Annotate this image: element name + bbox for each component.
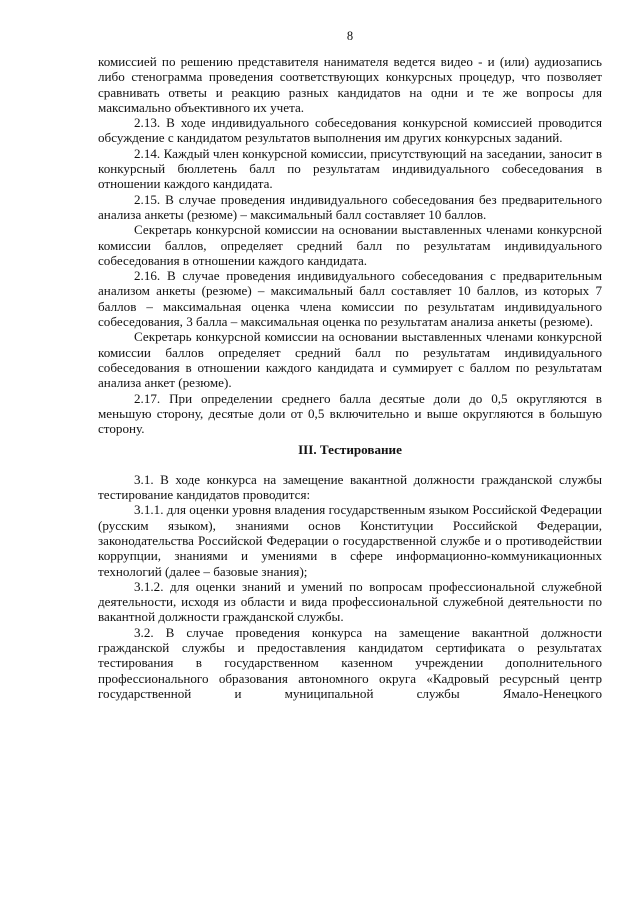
paragraph-2-13: 2.13. В ходе индивидуального собеседования конкурсной комиссией проводится обсуждение с кандидатом результатов выполнения им других конкурсных заданий. — [98, 115, 602, 146]
paragraph-2-17: 2.17. При определении среднего балла десятые доли до 0,5 округляются в меньшую сторону, десятые доли от 0,5 включительно и выше округляются в большую сторону. — [98, 390, 602, 437]
paragraph-continuation: комиссией по решению представителя нанимателя ведется видео - и (или) аудиозапись либо стенограмма проведения соответствующих конкурсных процедур, что позволяет сравнивать ответы и реакцию разных кандидатов на одни и те же вопросы для максимально объективного их учета. — [98, 54, 602, 115]
page-number: 8 — [346, 29, 354, 43]
paragraph-3-1: 3.1. В ходе конкурса на замещение вакантной должности гражданской службы тестирование кандидатов проводится: — [98, 471, 602, 503]
paragraph-2-14: 2.14. Каждый член конкурсной комиссии, присутствующий на заседании, заносит в конкурсный бюллетень балл по результатам индивидуального собеседования в отношении каждого кандидата. — [98, 145, 602, 192]
paragraph-secretary-2: Секретарь конкурсной комиссии на основании выставленных членами конкурсной комиссии баллов определяет средний балл по результатам индивидуального собеседования в отношении каждого кандидата и суммирует с баллом по результатам анализа анкет (резюме). — [98, 329, 602, 391]
paragraph-3-1-1: 3.1.1. для оценки уровня владения государственным языком Российской Федерации (русским языком), знаниями основ Конституции Российской Федерации, законодательства Российской Федерации о государственной службе и о противодействии коррупции, знаниями и умениями в сфере информационно-коммуникационных технологий (далее – базовые знания); — [98, 502, 602, 579]
section-title: III. Тестирование — [298, 442, 402, 458]
paragraph-2-16: 2.16. В случае проведения индивидуального собеседования с предварительным анализом анкеты (резюме) – максимальный балл составляет 10 баллов, из которых 7 баллов – максимальная оценка члена комиссии по результатам индивидуального собеседования, 3 балла – максимальная оценка по результатам анализа анкеты (резюме). — [98, 268, 602, 330]
paragraph-2-15: 2.15. В случае проведения индивидуального собеседования без предварительного анализа анкеты (резюме) – максимальный балл составляет 10 баллов. — [98, 191, 602, 222]
paragraph-secretary-1: Секретарь конкурсной комиссии на основании выставленных членами конкурсной комиссии баллов, определяет средний балл по результатам индивидуального собеседования в отношении каждого кандидата. — [98, 222, 602, 268]
document-body — [98, 54, 602, 701]
paragraph-3-2: 3.2. В случае проведения конкурса на замещение вакантной должности гражданской службы и предоставления кандидатом сертификата о результатах тестирования в государственном казенном учреждении дополнительного профессионального образования автономного округа «Кадровый ресурсный центр государственной и муниципальной службы Ямало-Ненецкого — [98, 624, 602, 701]
paragraph-3-1-2: 3.1.2. для оценки знаний и умений по вопросам профессиональной служебной деятельности, исходя из области и вида профессиональной служебной деятельности по вакантной должности гражданской службы. — [98, 578, 602, 625]
